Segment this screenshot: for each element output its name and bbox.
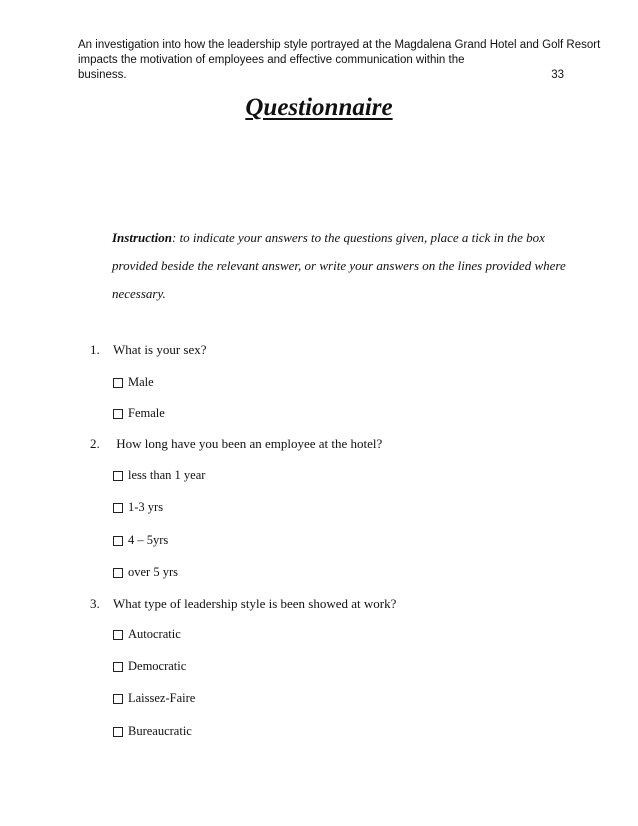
- option-4-5-yrs[interactable]: [113, 533, 168, 548]
- option-label: less than 1 year: [128, 468, 206, 482]
- option-label: Democratic: [128, 659, 187, 673]
- checkbox-icon[interactable]: [113, 471, 123, 481]
- option-bureaucratic[interactable]: [113, 724, 192, 739]
- instruction-text: : to indicate your answers to the questions given, place a tick in the box provided beside the relevant answer, or write your answers on the lines provided where necessary.: [112, 230, 566, 301]
- option-label: Bureaucratic: [128, 724, 192, 738]
- checkbox-icon[interactable]: [113, 630, 123, 640]
- option-label: Laissez-Faire: [128, 691, 196, 705]
- question-number: 2.: [90, 436, 100, 451]
- question-text: How long have you been an employee at the hotel?: [113, 436, 383, 451]
- option-label: Male: [128, 375, 154, 389]
- question-3: [90, 596, 396, 612]
- header-line-1: An investigation into how the leadership style portrayed at the Magdalena Grand Hotel and Golf Resort: [78, 39, 601, 51]
- option-autocratic[interactable]: [113, 627, 181, 642]
- option-label: 1-3 yrs: [128, 500, 164, 514]
- page-title: Questionnaire: [245, 94, 393, 121]
- checkbox-icon[interactable]: [113, 568, 123, 578]
- option-democratic[interactable]: [113, 659, 186, 674]
- option-male[interactable]: [113, 375, 154, 390]
- checkbox-icon[interactable]: [113, 536, 123, 546]
- checkbox-icon[interactable]: [113, 378, 123, 388]
- question-text: What type of leadership style is been showed at work?: [113, 596, 397, 611]
- question-2: [90, 436, 382, 452]
- option-label: Autocratic: [128, 627, 181, 641]
- header-line-2: impacts the motivation of employees and effective communication within the: [78, 54, 465, 66]
- option-label: over 5 yrs: [128, 565, 178, 579]
- option-over-5-yrs[interactable]: [113, 565, 178, 580]
- page-number: 33: [551, 69, 564, 81]
- checkbox-icon[interactable]: [113, 694, 123, 704]
- header-line-3: business.: [78, 69, 127, 81]
- question-text: What is your sex?: [113, 342, 207, 357]
- instruction-label: Instruction: [112, 230, 172, 245]
- checkbox-icon[interactable]: [113, 409, 123, 419]
- checkbox-icon[interactable]: [113, 662, 123, 672]
- option-label: Female: [128, 406, 165, 420]
- option-1-3-yrs[interactable]: [113, 500, 163, 515]
- option-less-than-1-year[interactable]: [113, 468, 205, 483]
- option-female[interactable]: [113, 406, 165, 421]
- option-label: 4 – 5yrs: [128, 533, 169, 547]
- checkbox-icon[interactable]: [113, 727, 123, 737]
- question-number: 1.: [90, 342, 100, 357]
- question-1: [90, 342, 207, 358]
- instruction-paragraph: [112, 224, 572, 308]
- question-number: 3.: [90, 596, 100, 611]
- checkbox-icon[interactable]: [113, 503, 123, 513]
- running-header: [78, 38, 601, 83]
- option-laissez-faire[interactable]: [113, 691, 195, 706]
